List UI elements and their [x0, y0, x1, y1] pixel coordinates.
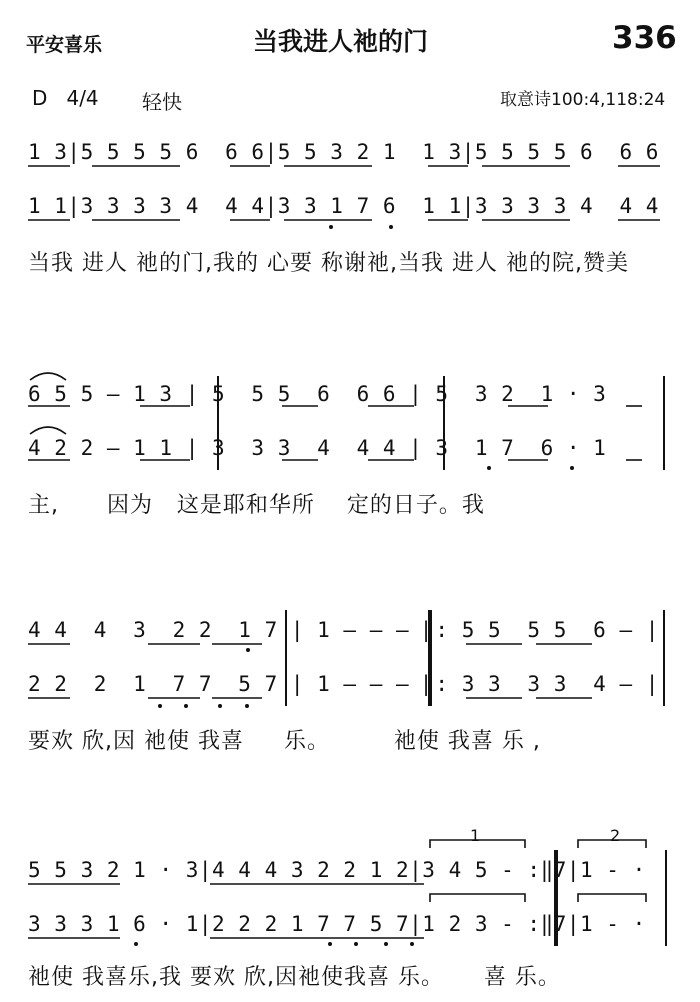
- system-3-upper-voice: 4 4 4 3 2 2 1 7 | 1 — — — ‖: 5 5 5 5 6 — |: [28, 618, 659, 642]
- tempo-marking: 轻快: [142, 90, 182, 114]
- system-2-lyrics: 主, 因为 这是耶和华所 定的日子。我: [28, 493, 485, 518]
- system-4-upper-voice: 5 5 3 2 1 · 3|4 4 4 3 2 2 1 2|3 4 5 - :‖7|1 - ·: [28, 858, 646, 882]
- first-ending-number: 1: [470, 826, 481, 845]
- page-title: 当我进人祂的门: [253, 27, 429, 56]
- system-3-lyrics: 要欢 欣,因 祂使 我喜 乐。 祂使 我喜 乐 ,: [28, 729, 541, 754]
- category-label: 平安喜乐: [26, 34, 103, 56]
- hymn-number: 336: [612, 20, 677, 56]
- key-time-signature: D 4/4: [32, 86, 99, 110]
- system-4-lyrics: 祂使 我喜乐,我 要欢 欣,因祂使我喜 乐。 喜 乐。: [28, 965, 561, 990]
- system-3-lower-voice: 2 2 2 1 7 7 5 7 | 1 — — — ‖: 3 3 3 3 4 — |: [28, 672, 659, 696]
- system-2-upper-voice: 6 5 5 — 1 3 | 5 5 5 6 6 6 | 5 3 2 1 · 3: [28, 382, 607, 406]
- system-4-lower-voice: 3 3 3 1 6 · 1|2 2 2 1 7 7 5 7|1 2 3 - :‖7|1 - ·: [28, 912, 646, 936]
- system-1-upper-voice: 1 3|5 5 5 5 6 6 6|5 5 3 2 1 1 3|5 5 5 5 6 6 6: [28, 140, 659, 164]
- second-ending-number: 2: [610, 826, 621, 845]
- system-2-lower-voice: 4 2 2 — 1 1 | 3 3 3 4 4 4 | 3 1 7 6 · 1: [28, 436, 607, 460]
- scripture-source: 取意诗100:4,118:24: [500, 90, 666, 110]
- system-1-lower-voice: 1 1|3 3 3 3 4 4 4|3 3 1 7 6 1 1|3 3 3 3 4 4 4: [28, 194, 659, 218]
- system-1-lyrics: 当我 进人 祂的门,我的 心要 称谢祂,当我 进人 祂的院,赞美: [28, 251, 629, 276]
